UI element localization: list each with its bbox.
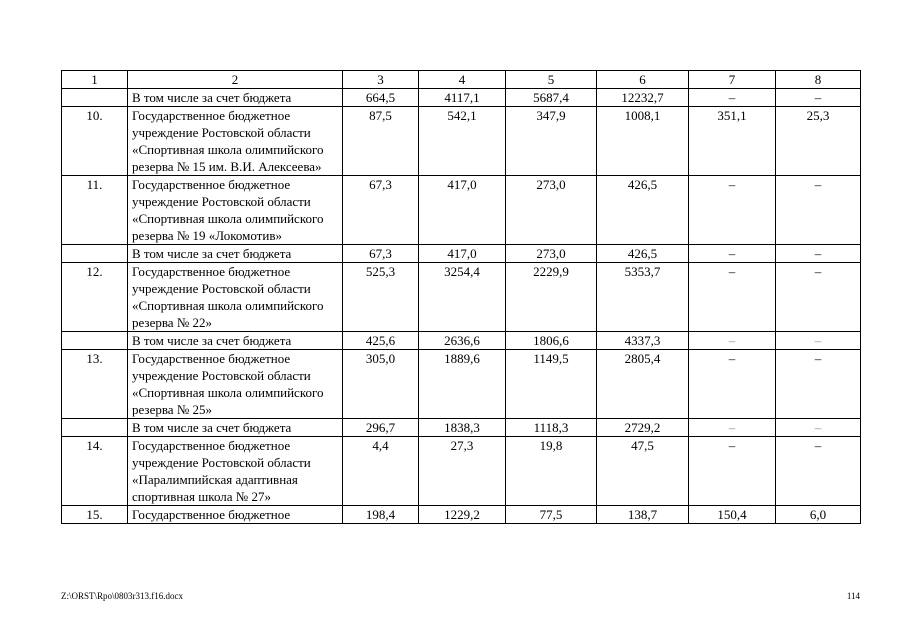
row-value-cell: 425,6	[343, 332, 419, 350]
row-value-cell: –	[776, 263, 861, 332]
table-row	[62, 506, 861, 524]
table-row	[62, 437, 861, 506]
row-value-cell: 12232,7	[597, 89, 689, 107]
row-number-cell: 12.	[62, 263, 128, 332]
row-value-cell: 2636,6	[419, 332, 506, 350]
header-row	[62, 71, 861, 89]
row-value-cell: 664,5	[343, 89, 419, 107]
row-value-cell: 542,1	[419, 107, 506, 176]
row-value-cell: –	[689, 419, 776, 437]
row-value-cell: 198,4	[343, 506, 419, 524]
table-row	[62, 419, 861, 437]
row-value-cell: 525,3	[343, 263, 419, 332]
row-number-cell: 13.	[62, 350, 128, 419]
header-cell: 8	[776, 71, 861, 89]
row-value-cell: 47,5	[597, 437, 689, 506]
row-value-cell: –	[689, 263, 776, 332]
row-value-cell: 2729,2	[597, 419, 689, 437]
row-value-cell: 27,3	[419, 437, 506, 506]
table-row	[62, 107, 861, 176]
row-number-cell: 14.	[62, 437, 128, 506]
row-value-cell: 5687,4	[506, 89, 597, 107]
row-value-cell: 426,5	[597, 176, 689, 245]
row-number-cell: 10.	[62, 107, 128, 176]
header-cell: 4	[419, 71, 506, 89]
row-value-cell: 347,9	[506, 107, 597, 176]
row-value-cell: 138,7	[597, 506, 689, 524]
row-value-cell: 67,3	[343, 176, 419, 245]
row-value-cell: 417,0	[419, 245, 506, 263]
header-cell: 7	[689, 71, 776, 89]
row-value-cell: 150,4	[689, 506, 776, 524]
row-value-cell: 77,5	[506, 506, 597, 524]
row-number-cell: 11.	[62, 176, 128, 245]
row-value-cell: 1889,6	[419, 350, 506, 419]
row-value-cell: –	[776, 437, 861, 506]
header-cell: 3	[343, 71, 419, 89]
row-value-cell: 25,3	[776, 107, 861, 176]
header-cell: 6	[597, 71, 689, 89]
row-value-cell: 1149,5	[506, 350, 597, 419]
row-name-cell: Государственное бюджетное	[128, 506, 343, 524]
row-value-cell: 305,0	[343, 350, 419, 419]
table-row	[62, 176, 861, 245]
row-name-cell: Государственное бюджетное учреждение Ростовской области «Спортивная школа олимпийского резерва № 25»	[128, 350, 343, 419]
header-cell: 5	[506, 71, 597, 89]
table-row	[62, 332, 861, 350]
table-row	[62, 263, 861, 332]
row-value-cell: 296,7	[343, 419, 419, 437]
row-number-cell	[62, 419, 128, 437]
row-value-cell: 2229,9	[506, 263, 597, 332]
row-name-cell: В том числе за счет бюджета	[128, 332, 343, 350]
row-value-cell: 1229,2	[419, 506, 506, 524]
row-value-cell: –	[689, 245, 776, 263]
row-name-cell: В том числе за счет бюджета	[128, 245, 343, 263]
row-name-cell: Государственное бюджетное учреждение Ростовской области «Спортивная школа олимпийского резерва № 19 «Локомотив»	[128, 176, 343, 245]
row-value-cell: 4117,1	[419, 89, 506, 107]
row-value-cell: –	[689, 89, 776, 107]
row-name-cell: Государственное бюджетное учреждение Ростовской области «Спортивная школа олимпийского резерва № 15 им. В.И. Алексеева»	[128, 107, 343, 176]
row-value-cell: 351,1	[689, 107, 776, 176]
row-value-cell: –	[776, 245, 861, 263]
row-value-cell: –	[689, 332, 776, 350]
row-value-cell: –	[689, 176, 776, 245]
row-value-cell: 1118,3	[506, 419, 597, 437]
header-cell: 2	[128, 71, 343, 89]
row-value-cell: 4337,3	[597, 332, 689, 350]
row-value-cell: –	[776, 419, 861, 437]
table-body	[62, 89, 861, 524]
row-value-cell: 417,0	[419, 176, 506, 245]
row-value-cell: 6,0	[776, 506, 861, 524]
row-number-cell: 15.	[62, 506, 128, 524]
row-value-cell: 1838,3	[419, 419, 506, 437]
row-value-cell: 2805,4	[597, 350, 689, 419]
table-row	[62, 245, 861, 263]
row-name-cell: В том числе за счет бюджета	[128, 419, 343, 437]
row-value-cell: –	[776, 332, 861, 350]
row-value-cell: –	[689, 437, 776, 506]
footer-page-number: 114	[846, 591, 860, 601]
row-value-cell: 273,0	[506, 176, 597, 245]
header-cell: 1	[62, 71, 128, 89]
row-value-cell: 273,0	[506, 245, 597, 263]
footer-file-path: Z:\ORST\Rpo\0803r313.f16.docx	[61, 591, 183, 601]
row-value-cell: 1008,1	[597, 107, 689, 176]
row-name-cell: Государственное бюджетное учреждение Ростовской области «Спортивная школа олимпийского резерва № 22»	[128, 263, 343, 332]
row-value-cell: –	[689, 350, 776, 419]
table-row	[62, 89, 861, 107]
row-name-cell: Государственное бюджетное учреждение Ростовской области «Паралимпийская адаптивная спортивная школа № 27»	[128, 437, 343, 506]
row-value-cell: –	[776, 89, 861, 107]
row-value-cell: –	[776, 176, 861, 245]
row-value-cell: 19,8	[506, 437, 597, 506]
row-number-cell	[62, 245, 128, 263]
row-number-cell	[62, 89, 128, 107]
row-value-cell: 3254,4	[419, 263, 506, 332]
row-value-cell: 1806,6	[506, 332, 597, 350]
row-value-cell: 5353,7	[597, 263, 689, 332]
row-value-cell: 426,5	[597, 245, 689, 263]
data-table	[61, 70, 861, 524]
row-name-cell: В том числе за счет бюджета	[128, 89, 343, 107]
row-number-cell	[62, 332, 128, 350]
row-value-cell: –	[776, 350, 861, 419]
row-value-cell: 4,4	[343, 437, 419, 506]
row-value-cell: 67,3	[343, 245, 419, 263]
table-row	[62, 350, 861, 419]
row-value-cell: 87,5	[343, 107, 419, 176]
